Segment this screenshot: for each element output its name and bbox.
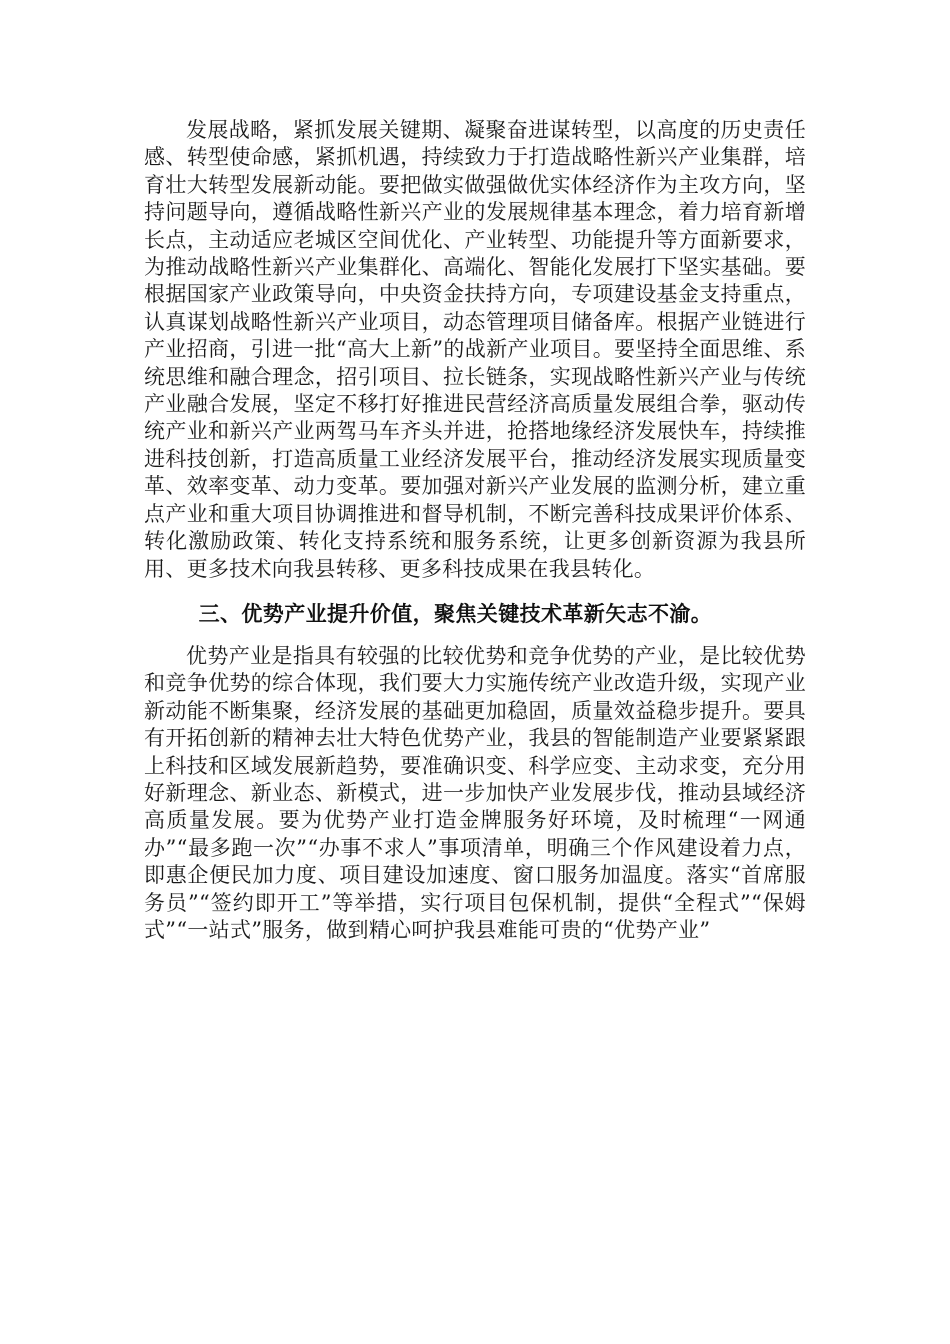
body-paragraph-strategic-industries: 发展战略，紧抓发展关键期、凝聚奋进谋转型，以高度的历史责任感、转型使命感，紧抓机遇，持续致力于打造战略性新兴产业集群，培育壮大转型发展新动能。要把做实做强做优实体经济作为主攻方向，坚持问题导向，遵循战略性新兴产业的发展规律基本理念，着力培育新增长点，主动适应老城区空间优化、产业转型、功能提升等方面新要求，为推动战略性新兴产业集群化、高端化、智能化发展打下坚实基础。要根据国家产业政策导向，中央资金扶持方向，专项建设基金支持重点，认真谋划战略性新兴产业项目，动态管理项目储备库。根据产业链进行产业招商，引进一批“高大上新”的战新产业项目。要坚持全面思维、系统思维和融合理念，招引项目、拉长链条，实现战略性新兴产业与传统产业融合发展，坚定不移打好推进民营经济高质量发展组合拳，驱动传统产业和新兴产业两驾马车齐头并进，抢搭地缘经济发展快车，持续推进科技创新，打造高质量工业经济发展平台，推动经济发展实现质量变革、效率变革、动力变革。要加强对新兴产业发展的监测分析，建立重点产业和重大项目协调推进和督导机制，不断完善科技成果评价体系、转化激励政策、转化支持系统和服务系统，让更多创新资源为我县所用、更多技术向我县转移、更多科技成果在我县转化。: [144, 118, 806, 581]
document-body: [144, 117, 806, 944]
section-heading-three: 三、优势产业提升价值，聚焦关键技术革新矢志不渝。: [198, 600, 713, 626]
body-paragraph-advantage-industries: 优势产业是指具有较强的比较优势和竞争优势的产业，是比较优势和竞争优势的综合体现，我们要大力实施传统产业改造升级，实现产业新动能不断集聚，经济发展的基础更加稳固，质量效益稳步提升。要具有开拓创新的精神去壮大特色优势产业，我县的智能制造产业要紧紧跟上科技和区域发展新趋势，要准确识变、科学应变、主动求变，充分用好新理念、新业态、新模式，进一步加快产业发展步伐，推动县域经济高质量发展。要为优势产业打造金牌服务好环境，及时梳理“一网通办”“最多跑一次”“办事不求人”事项清单，明确三个作风建设着力点，即惠企便民加力度、项目建设加速度、窗口服务加温度。落实“首席服务员”“签约即开工”等举措，实行项目包保机制，提供“全程式”“保姆式”“一站式”服务，做到精心呵护我县难能可贵的“优势产业”: [144, 643, 806, 942]
